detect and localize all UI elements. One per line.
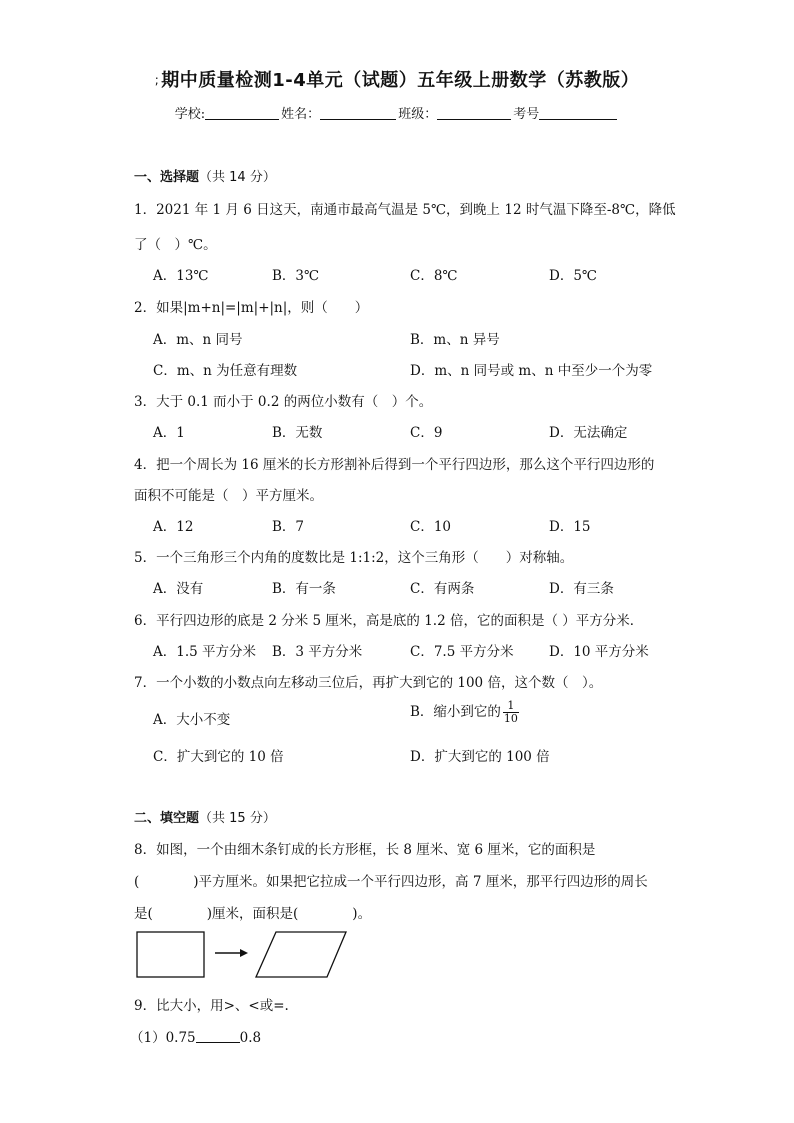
question-8-line-2: ( )平方厘米。如果把它拉成一个平行四边形，高 7 厘米，那平行四边形的周长 xyxy=(134,874,648,890)
q2-option-c: C．m、n 为任意有理数 xyxy=(153,363,298,379)
q6-option-a: A．1.5 平方分米 xyxy=(153,644,257,660)
q9-part1-answer-blank[interactable] xyxy=(196,1030,240,1043)
question-9-part-1 xyxy=(130,1026,261,1046)
school-blank[interactable] xyxy=(205,107,279,120)
q7-option-b xyxy=(410,700,519,725)
q3-option-b: B．无数 xyxy=(272,425,323,441)
name-label: 姓名： xyxy=(281,107,321,122)
school-label: 学校: xyxy=(174,107,206,122)
number-blank[interactable] xyxy=(539,107,617,120)
q4-option-a: A．12 xyxy=(153,519,194,535)
q3-option-a: A．1 xyxy=(153,425,185,441)
section-fill-title: 二、填空题 xyxy=(134,811,200,826)
rectangle-to-parallelogram-figure xyxy=(130,928,355,983)
parallelogram-frame xyxy=(256,932,346,977)
question-1-line-1: 1．2021 年 1 月 6 日这天，南通市最高气温是 5℃，到晚上 12 时气温下降至-8℃，降低 xyxy=(134,202,676,218)
question-6: 6．平行四边形的底是 2 分米 5 厘米，高是底的 1.2 倍，它的面积是（ ）平方分米． xyxy=(134,613,644,629)
question-4-line-1: 4．把一个周长为 16 厘米的长方形割补后得到一个平行四边形，那么这个平行四边形的 xyxy=(134,457,655,473)
rectangle-frame xyxy=(137,932,204,977)
section-fill-score: （共 15 分） xyxy=(199,811,276,826)
question-9: 9．比大小，用>、<或=. xyxy=(134,998,289,1014)
question-5: 5．一个三角形三个内角的度数比是 1:1:2，这个三角形（ ）对称轴。 xyxy=(134,550,574,566)
q1-option-b: B．3℃ xyxy=(272,268,320,284)
q6-option-b: B．3 平方分米 xyxy=(272,644,363,660)
q4-option-b: B．7 xyxy=(272,519,305,535)
fraction-denominator: 10 xyxy=(503,712,518,725)
student-info-line xyxy=(0,103,794,122)
question-8-line-1: 8．如图，一个由细木条钉成的长方形框，长 8 厘米、宽 6 厘米，它的面积是 xyxy=(134,842,596,858)
class-label: 班级： xyxy=(398,107,438,122)
q1-option-c: C．8℃ xyxy=(410,268,458,284)
q4-option-c: C．10 xyxy=(410,519,452,535)
q4-option-d: D．15 xyxy=(549,519,591,535)
question-7: 7．一个小数的小数点向左移动三位后，再扩大到它的 100 倍，这个数（ ）。 xyxy=(134,675,603,691)
title-text: 期中质量检测1-4单元（试题）五年级上册数学（苏教版） xyxy=(161,70,640,91)
q6-option-c: C．7.5 平方分米 xyxy=(410,644,514,660)
q9-part1-right: 0.8 xyxy=(239,1030,262,1046)
q5-option-c: C．有两条 xyxy=(410,581,475,597)
fraction-one-tenth xyxy=(503,700,519,725)
q5-option-d: D．有三条 xyxy=(549,581,614,597)
fraction-numerator: 1 xyxy=(503,700,519,713)
q7-option-a: A．大小不变 xyxy=(153,712,231,728)
question-1-line-2: 了（ ）℃。 xyxy=(134,237,217,253)
section-choice-title: 一、选择题 xyxy=(134,170,200,185)
q1-option-a: A．13℃ xyxy=(153,268,209,284)
q6-option-d: D．10 平方分米 xyxy=(549,644,649,660)
q2-option-d: D．m、n 同号或 m、n 中至少一个为零 xyxy=(410,363,653,379)
q9-part1-left: （1）0.75 xyxy=(130,1030,196,1046)
q1-option-d: D．5℃ xyxy=(549,268,598,284)
q5-option-a: A．没有 xyxy=(153,581,204,597)
arrow-head-icon xyxy=(240,949,248,957)
number-label: 考号 xyxy=(513,107,540,122)
q7-option-c: C．扩大到它的 10 倍 xyxy=(153,749,284,765)
question-2: 2．如果|m+n|=|m|+|n|，则（ ） xyxy=(134,300,369,316)
q7-option-d: D．扩大到它的 100 倍 xyxy=(410,749,550,765)
title-mark: ; xyxy=(154,73,160,87)
exam-title xyxy=(0,66,794,92)
question-8-line-3: 是( )厘米，面积是( )。 xyxy=(134,906,372,922)
question-3: 3．大于 0.1 而小于 0.2 的两位小数有（ ）个。 xyxy=(134,394,433,410)
section-choice-score: （共 14 分） xyxy=(199,170,276,185)
class-blank[interactable] xyxy=(437,107,511,120)
section-fill-heading xyxy=(134,807,276,826)
section-choice-heading xyxy=(134,166,276,185)
q2-option-a: A．m、n 同号 xyxy=(153,332,243,348)
q2-option-b: B．m、n 异号 xyxy=(410,332,500,348)
q7-option-b-text: B．缩小到它的 xyxy=(410,704,501,720)
q3-option-d: D．无法确定 xyxy=(549,425,628,441)
name-blank[interactable] xyxy=(320,107,396,120)
question-4-line-2: 面积不可能是（ ）平方厘米。 xyxy=(134,488,323,504)
q5-option-b: B．有一条 xyxy=(272,581,336,597)
q3-option-c: C．9 xyxy=(410,425,443,441)
